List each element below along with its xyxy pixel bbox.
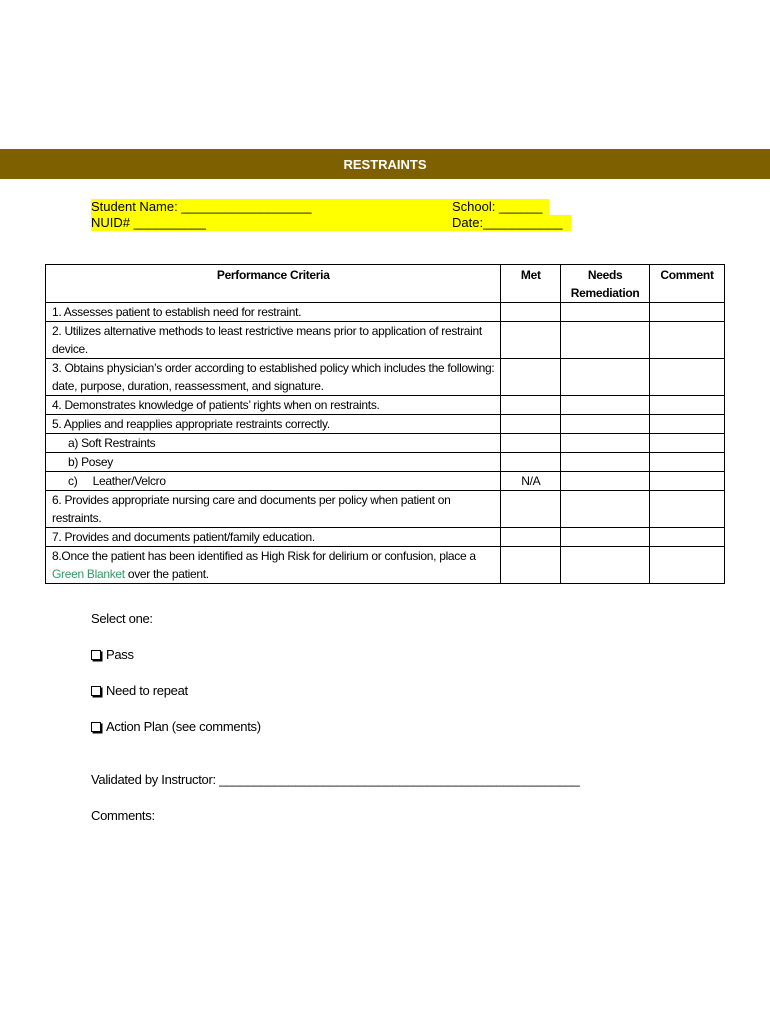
school-field[interactable]: School: ______ xyxy=(452,199,549,215)
comment-cell[interactable] xyxy=(650,415,725,434)
criteria-cell xyxy=(46,453,501,472)
checkbox-icon[interactable] xyxy=(91,686,101,696)
met-cell[interactable] xyxy=(501,396,561,415)
header-needs-remediation xyxy=(561,265,650,303)
table-row xyxy=(46,303,725,322)
needs-remediation-cell[interactable] xyxy=(561,434,650,453)
header-comment: Comment xyxy=(650,265,725,303)
performance-criteria-table xyxy=(45,264,725,584)
comment-cell[interactable] xyxy=(650,434,725,453)
option-need-to-repeat[interactable] xyxy=(91,683,188,698)
criteria-cell: 2. Utilizes alternative methods to least restrictive means prior to application of restraint device. xyxy=(46,322,501,359)
met-cell[interactable] xyxy=(501,322,561,359)
needs-remediation-cell[interactable] xyxy=(561,415,650,434)
select-one-label: Select one: xyxy=(91,611,153,626)
comment-cell[interactable] xyxy=(650,472,725,491)
criteria-cell: 3. Obtains physician’s order according to established policy which includes the following: date, purpose, duration, reassessment, and signature. xyxy=(46,359,501,396)
sub-criteria-label: c) Leather/Velcro xyxy=(68,474,166,488)
criteria-cell: 1. Assesses patient to establish need for restraint. xyxy=(46,303,501,322)
comment-cell[interactable] xyxy=(650,396,725,415)
comments-label: Comments: xyxy=(91,808,155,823)
comment-cell[interactable] xyxy=(650,359,725,396)
table-row xyxy=(46,434,725,453)
needs-remediation-cell[interactable] xyxy=(561,547,650,584)
met-cell[interactable] xyxy=(501,434,561,453)
validated-by-instructor[interactable]: Validated by Instructor: ____________________________________________________ xyxy=(91,772,580,787)
checkbox-icon[interactable] xyxy=(91,650,101,660)
needs-remediation-cell[interactable] xyxy=(561,491,650,528)
table-row xyxy=(46,547,725,584)
met-cell[interactable] xyxy=(501,528,561,547)
option-pass[interactable] xyxy=(91,647,134,662)
met-cell[interactable] xyxy=(501,359,561,396)
header-performance-criteria: Performance Criteria xyxy=(46,265,501,303)
criteria-cell xyxy=(46,434,501,453)
sub-criteria-label: b) Posey xyxy=(68,455,113,469)
comment-cell[interactable] xyxy=(650,528,725,547)
header-needs-line1: Needs xyxy=(587,268,623,282)
option-action-plan[interactable] xyxy=(91,719,261,734)
student-name-field[interactable]: Student Name: __________________ xyxy=(91,199,454,215)
table-row xyxy=(46,453,725,472)
criteria-cell: 5. Applies and reapplies appropriate restraints correctly. xyxy=(46,415,501,434)
table-header-row xyxy=(46,265,725,303)
met-cell[interactable] xyxy=(501,547,561,584)
nuid-field[interactable]: NUID# __________ xyxy=(91,215,454,231)
needs-remediation-cell[interactable] xyxy=(561,528,650,547)
comment-cell[interactable] xyxy=(650,303,725,322)
sub-criteria-label: a) Soft Restraints xyxy=(68,436,156,450)
criteria-cell: 7. Provides and documents patient/family education. xyxy=(46,528,501,547)
table-row xyxy=(46,396,725,415)
needs-remediation-cell[interactable] xyxy=(561,472,650,491)
needs-remediation-cell[interactable] xyxy=(561,303,650,322)
met-cell[interactable]: N/A xyxy=(501,472,561,491)
comment-cell[interactable] xyxy=(650,453,725,472)
table-row xyxy=(46,472,725,491)
title-banner xyxy=(0,149,770,179)
needs-remediation-cell[interactable] xyxy=(561,322,650,359)
option-need-to-repeat-label: Need to repeat xyxy=(106,683,188,698)
criteria-cell: 6. Provides appropriate nursing care and documents per policy when patient on restraints. xyxy=(46,491,501,528)
met-cell[interactable] xyxy=(501,303,561,322)
criteria-cell xyxy=(46,472,501,491)
table-row xyxy=(46,491,725,528)
criteria-text: 8.Once the patient has been identified as High Risk for delirium or confusion, place a xyxy=(52,549,476,563)
green-blanket-text: Green Blanket xyxy=(52,567,125,581)
page-title: RESTRAINTS xyxy=(343,156,427,172)
met-cell[interactable] xyxy=(501,415,561,434)
date-field[interactable]: Date:___________ xyxy=(452,215,571,231)
met-cell[interactable] xyxy=(501,453,561,472)
criteria-cell xyxy=(46,547,501,584)
table-row xyxy=(46,322,725,359)
criteria-text-end: over the patient. xyxy=(124,567,209,581)
header-needs-line2: Remediation xyxy=(570,286,640,300)
comment-cell[interactable] xyxy=(650,491,725,528)
table-row xyxy=(46,359,725,396)
header-met: Met xyxy=(501,265,561,303)
table-row xyxy=(46,528,725,547)
needs-remediation-cell[interactable] xyxy=(561,396,650,415)
met-cell[interactable] xyxy=(501,491,561,528)
needs-remediation-cell[interactable] xyxy=(561,453,650,472)
option-pass-label: Pass xyxy=(106,647,134,662)
table-row xyxy=(46,415,725,434)
criteria-cell: 4. Demonstrates knowledge of patients’ rights when on restraints. xyxy=(46,396,501,415)
needs-remediation-cell[interactable] xyxy=(561,359,650,396)
checkbox-icon[interactable] xyxy=(91,722,101,732)
comment-cell[interactable] xyxy=(650,547,725,584)
option-action-plan-label: Action Plan (see comments) xyxy=(106,719,261,734)
comment-cell[interactable] xyxy=(650,322,725,359)
